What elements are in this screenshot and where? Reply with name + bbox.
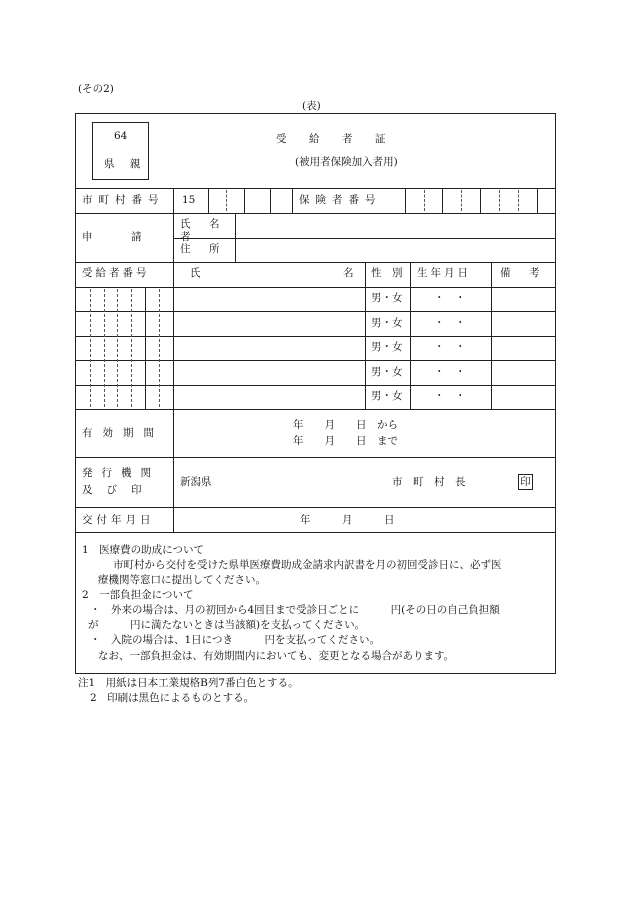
- validity-label: 有効期間: [82, 427, 164, 439]
- applicant-label: 申 請 者: [82, 231, 205, 243]
- municipality-number-label: 市町村番号: [82, 194, 165, 206]
- validity-from: 年 月 日 から: [293, 419, 398, 431]
- name-header-left: 氏: [190, 267, 201, 279]
- insurer-number-label: 保険者番号: [299, 194, 382, 206]
- birth-header: 生年月日: [417, 267, 471, 279]
- note1-body-line1: 市町村から交付を受けた県単医療費助成金請求内訳書を月の初回受診日に、必ず医: [113, 559, 502, 571]
- certificate-title: 受 給 者 証: [276, 133, 392, 145]
- issuer-label-line1: 発行機関: [82, 467, 160, 479]
- applicant-address-label: 住 所: [180, 243, 224, 255]
- note1-body-line2: 療機関等窓口に提出してください。: [98, 574, 266, 586]
- municipality-number-value: 15: [182, 194, 196, 206]
- certificate-subtitle: (被用者保険加入者用): [295, 156, 398, 168]
- row2-birth: ・ ・: [434, 317, 466, 329]
- code-label: 県 親: [104, 158, 147, 170]
- row5-birth: ・ ・: [434, 390, 466, 402]
- row1-birth: ・ ・: [434, 292, 466, 304]
- note2-bullet1-line1: ・ 外来の場合は、月の初回から4回目まで受診日ごとに 円(その日の自己負担額: [90, 604, 500, 616]
- issue-date-label: 交付年月日: [82, 514, 155, 526]
- note2-bullet2: ・ 入院の場合は、1日につき 円を支払ってください。: [90, 634, 380, 646]
- remarks-header: 備 考: [500, 267, 544, 279]
- footnote-1: 注1 用紙は日本工業規格B列7番白色とする。: [78, 677, 299, 689]
- issuer-mayor: 市 町 村 長: [392, 476, 466, 488]
- seal-mark: 印: [518, 474, 533, 490]
- row3-sex: 男・女: [371, 341, 403, 353]
- issuer-prefecture: 新潟県: [180, 476, 212, 488]
- row5-sex: 男・女: [371, 390, 403, 402]
- side-label: (表): [302, 100, 321, 112]
- code-number: 64: [114, 130, 128, 142]
- issuer-label-line2: 及び印: [82, 484, 156, 496]
- note1-title: 1 医療費の助成について: [82, 544, 204, 556]
- sex-header: 性 別: [371, 267, 403, 279]
- row2-sex: 男・女: [371, 317, 403, 329]
- row4-birth: ・ ・: [434, 366, 466, 378]
- validity-to: 年 月 日 まで: [293, 435, 398, 447]
- applicant-name-label: 氏 名: [180, 218, 224, 230]
- recipient-number-header: 受給者番号: [82, 267, 150, 279]
- name-header-right: 名: [343, 267, 354, 279]
- footnote-2: 2 印刷は黒色によるものとする。: [90, 692, 255, 704]
- issue-date-value: 年 月 日: [300, 514, 395, 526]
- form-number: (その2): [78, 83, 114, 95]
- note2-title: 2 一部負担金について: [82, 589, 194, 601]
- row1-sex: 男・女: [371, 292, 403, 304]
- row4-sex: 男・女: [371, 366, 403, 378]
- row3-birth: ・ ・: [434, 341, 466, 353]
- note2-bullet1-line2: が 円に満たないときは当該額)を支払ってください。: [88, 619, 366, 631]
- note-closing: なお、一部負担金は、有効期間内においても、変更となる場合があります。: [98, 650, 455, 662]
